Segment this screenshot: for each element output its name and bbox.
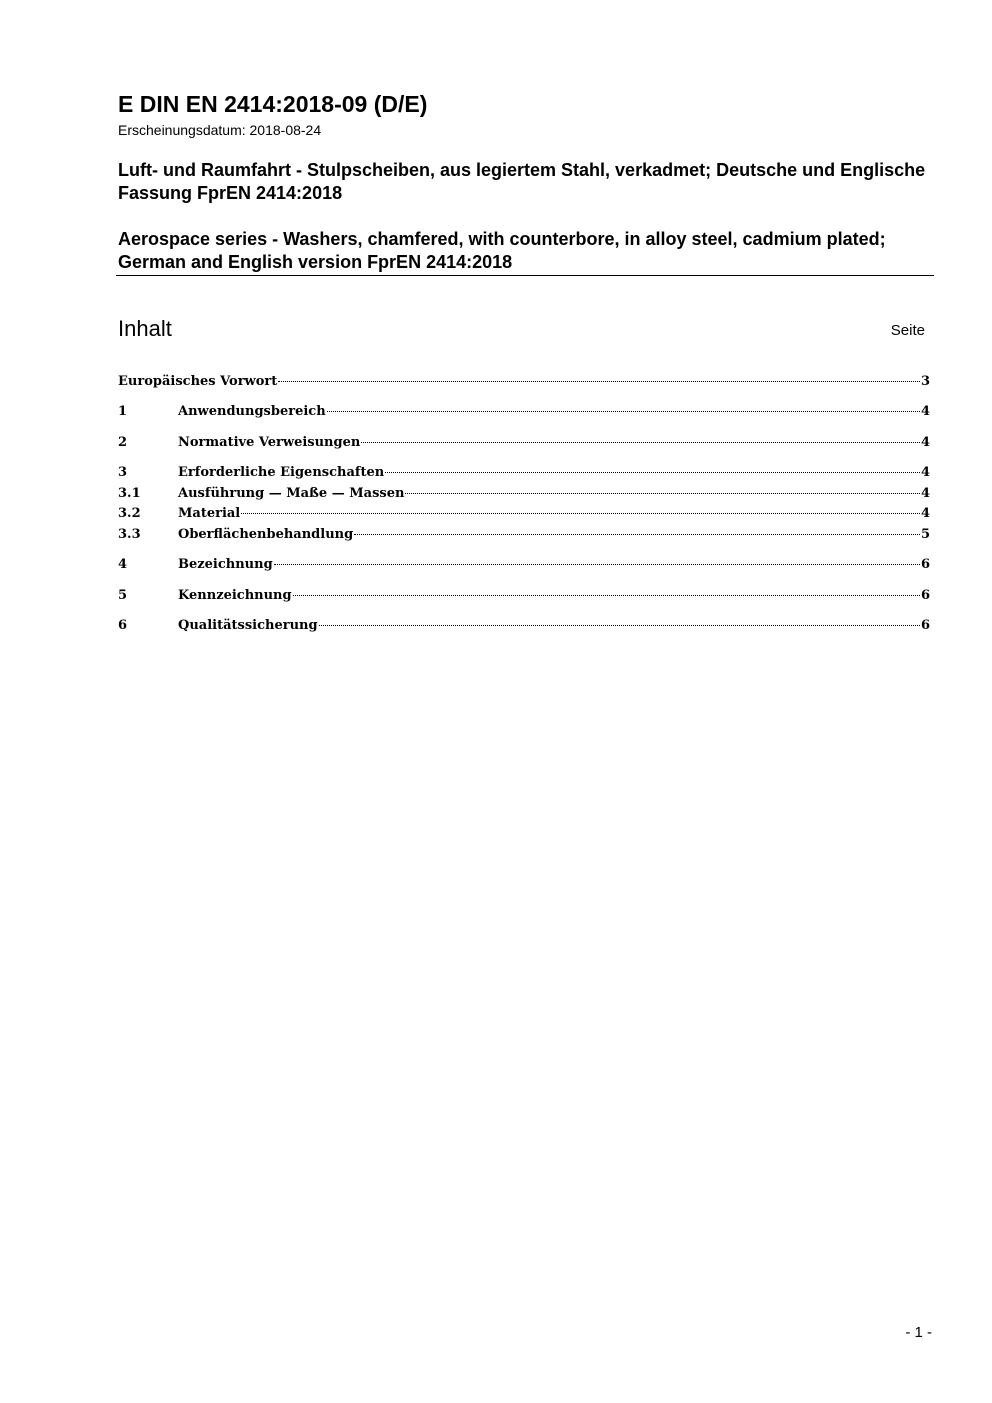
toc-entry-title: Material bbox=[178, 506, 241, 521]
toc-entry[interactable] bbox=[118, 463, 930, 483]
header-divider bbox=[116, 275, 934, 276]
toc-entry-page: 4 bbox=[920, 486, 930, 501]
toc-entry-number: 2 bbox=[118, 435, 128, 450]
toc-leader-dots bbox=[241, 513, 920, 514]
document-title: E DIN EN 2414:2018-09 (D/E) bbox=[118, 91, 428, 117]
toc-entry[interactable] bbox=[118, 616, 930, 636]
toc-entry-page: 6 bbox=[920, 557, 930, 572]
toc-entry-number: 5 bbox=[118, 588, 128, 603]
toc-entry-number: 6 bbox=[118, 618, 128, 633]
toc-entry-page: 5 bbox=[920, 527, 930, 542]
toc-entry[interactable] bbox=[118, 433, 930, 453]
toc-leader-dots bbox=[274, 564, 920, 565]
toc-entry[interactable] bbox=[118, 586, 930, 606]
toc-entry-number: 3.1 bbox=[118, 486, 141, 501]
toc-entry[interactable] bbox=[118, 372, 930, 392]
toc-leader-dots bbox=[278, 381, 920, 382]
toc-leader-dots bbox=[361, 442, 920, 443]
toc-entry-page: 6 bbox=[920, 588, 930, 603]
toc-entry[interactable] bbox=[118, 484, 930, 504]
toc-entry-page: 4 bbox=[920, 404, 930, 419]
publication-date: Erscheinungsdatum: 2018-08-24 bbox=[118, 122, 322, 138]
toc-entry-number: 1 bbox=[118, 404, 128, 419]
toc-leader-dots bbox=[354, 534, 920, 535]
toc-entry-title: Kennzeichnung bbox=[178, 588, 292, 603]
toc-entry-page: 4 bbox=[920, 506, 930, 521]
toc-entry-title: Anwendungsbereich bbox=[178, 404, 326, 419]
toc-leader-dots bbox=[293, 595, 920, 596]
toc-entry[interactable] bbox=[118, 504, 930, 524]
toc-entry-number: 3.3 bbox=[118, 527, 141, 542]
english-title: Aerospace series - Washers, chamfered, with counterbore, in alloy steel, cadmium plated; German and English version FprEN 2414:2018 bbox=[118, 229, 886, 272]
toc-entry-title: Ausführung — Maße — Massen bbox=[178, 486, 405, 501]
toc-entry-page: 4 bbox=[920, 435, 930, 450]
toc-entry-number: 4 bbox=[118, 557, 128, 572]
toc-entry-title: Oberflächenbehandlung bbox=[178, 527, 354, 542]
toc-page-column-label: Seite bbox=[890, 322, 925, 339]
toc-entry-page: 3 bbox=[920, 374, 930, 389]
toc-entry-number: 3.2 bbox=[118, 506, 141, 521]
toc-entry-title: Europäisches Vorwort bbox=[118, 374, 278, 389]
toc-entry-title: Normative Verweisungen bbox=[178, 435, 361, 450]
toc-leader-dots bbox=[319, 625, 920, 626]
german-title: Luft- und Raumfahrt - Stulpscheiben, aus legiertem Stahl, verkadmet; Deutsche und Englische Fassung FprEN 2414:2018 bbox=[118, 160, 926, 203]
toc-entry-title: Bezeichnung bbox=[178, 557, 273, 572]
toc-leader-dots bbox=[405, 493, 920, 494]
toc-heading: Inhalt bbox=[118, 316, 172, 341]
page-number: - 1 - bbox=[905, 1324, 932, 1341]
toc-entry-title: Qualitätssicherung bbox=[178, 618, 318, 633]
toc-entry-page: 4 bbox=[920, 465, 930, 480]
toc-entry-page: 6 bbox=[920, 618, 930, 633]
toc-entry[interactable] bbox=[118, 555, 930, 575]
toc-entry[interactable] bbox=[118, 402, 930, 422]
toc-leader-dots bbox=[327, 411, 920, 412]
toc-entry-number: 3 bbox=[118, 465, 128, 480]
toc-entry[interactable] bbox=[118, 525, 930, 545]
toc-leader-dots bbox=[385, 472, 920, 473]
toc-entry-title: Erforderliche Eigenschaften bbox=[178, 465, 385, 480]
